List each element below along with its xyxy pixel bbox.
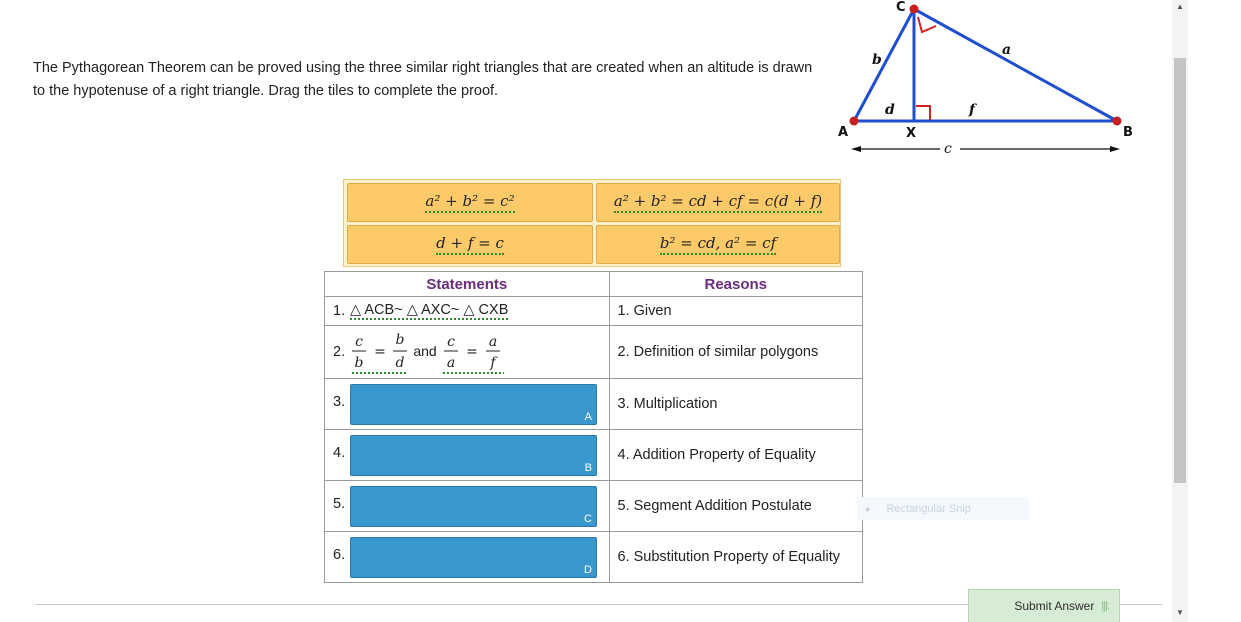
tile-text: b² = cd, a² = cf (660, 234, 776, 255)
tile-segment-sum[interactable] (347, 225, 593, 264)
snip-icon: ● (865, 503, 871, 514)
scrollbar-thumb[interactable] (1174, 58, 1186, 483)
vertex-a-dot (850, 117, 859, 126)
submit-answer-button[interactable] (968, 589, 1120, 622)
reason-cell: 6. Substitution Property of Equality (609, 532, 862, 583)
reason-cell: 5. Segment Addition Postulate (609, 481, 862, 532)
vertex-c-label: C (896, 0, 906, 15)
drop-zone-letter: A (584, 411, 592, 423)
proof-table (324, 271, 863, 583)
tile-sum-expansion[interactable] (596, 183, 840, 222)
step-number: 3. (333, 394, 346, 410)
submit-bars-icon: |||: (1101, 600, 1109, 612)
submit-label: Submit Answer (1014, 599, 1095, 613)
statement-cell (325, 326, 610, 379)
tile-text: d + f = c (436, 234, 504, 255)
statement-cell (325, 297, 610, 326)
vertical-scrollbar[interactable] (1172, 0, 1188, 622)
statement-cell (325, 430, 610, 481)
drop-zone-b[interactable] (350, 435, 597, 476)
drop-zone-letter: D (584, 564, 592, 576)
segment-f-label: f (969, 102, 976, 118)
step-number: 1. (333, 303, 346, 319)
side-b-label: b (872, 52, 882, 68)
right-angle-x (916, 106, 930, 120)
statement-cell (325, 532, 610, 583)
drop-zone-c[interactable] (350, 486, 597, 527)
instructions-text: The Pythagorean Theorem can be proved using the three similar right triangles that are created when an altitude is drawn to the hypotenuse of a right triangle. Drag the tiles to complete the proof. (33, 60, 813, 99)
drop-zone-a[interactable] (350, 384, 597, 425)
fraction-denominator: d (395, 355, 405, 371)
table-row (325, 379, 863, 430)
side-cb (914, 9, 1117, 121)
side-a-label: a (1002, 42, 1012, 58)
vertex-b-dot (1113, 117, 1122, 126)
side-ac (854, 9, 914, 121)
reason-cell: 2. Definition of similar polygons (609, 326, 862, 379)
given-statement: △ ACB~ △ AXC~ △ CXB (350, 302, 509, 318)
fraction-numerator: c (447, 334, 455, 350)
tile-pythagorean[interactable] (347, 183, 593, 222)
step-number: 5. (333, 496, 346, 512)
and-text: and (413, 343, 437, 359)
side-c-label: c (944, 141, 952, 157)
triangle-diagram (832, 0, 1152, 160)
snip-tool-overlay (857, 497, 1029, 520)
fraction-denominator: a (446, 355, 456, 371)
fraction-denominator: b (354, 355, 364, 371)
scroll-down-arrow-icon[interactable]: ▼ (1176, 608, 1184, 617)
fraction-numerator: c (355, 334, 363, 350)
point-x-label: X (906, 126, 917, 141)
tile-bank (343, 179, 841, 267)
table-row (325, 481, 863, 532)
drop-zone-d[interactable] (350, 537, 597, 578)
snip-label: Rectangular Snip (886, 502, 971, 515)
table-row (325, 297, 863, 326)
table-row (325, 532, 863, 583)
table-row (325, 326, 863, 379)
table-row (325, 430, 863, 481)
svg-text:=: = (466, 344, 478, 360)
step-number: 2. (333, 344, 346, 360)
drop-zone-letter: C (584, 513, 592, 525)
vertex-b-label: B (1123, 125, 1133, 140)
reason-cell: 3. Multiplication (609, 379, 862, 430)
tile-text: a² + b² = cd + cf = c(d + f) (614, 192, 822, 213)
segment-d-label: d (885, 102, 895, 118)
reason-cell: 1. Given (609, 297, 862, 326)
scroll-up-arrow-icon[interactable]: ▲ (1176, 2, 1184, 11)
drop-zone-letter: B (584, 462, 592, 474)
vertex-a-label: A (838, 125, 849, 140)
proportion-statement (347, 330, 537, 376)
svg-text:=: = (374, 344, 386, 360)
statement-cell (325, 481, 610, 532)
vertex-c-dot (910, 5, 919, 14)
reasons-header: Reasons (609, 272, 862, 297)
step-number: 4. (333, 445, 346, 461)
reason-cell: 4. Addition Property of Equality (609, 430, 862, 481)
fraction-denominator: f (490, 355, 496, 371)
tile-text: a² + b² = c² (425, 192, 514, 213)
fraction-numerator: b (395, 332, 405, 348)
tile-products[interactable] (596, 225, 840, 264)
fraction-numerator: a (488, 334, 498, 350)
statements-header: Statements (325, 272, 610, 297)
statement-cell (325, 379, 610, 430)
step-number: 6. (333, 547, 346, 563)
